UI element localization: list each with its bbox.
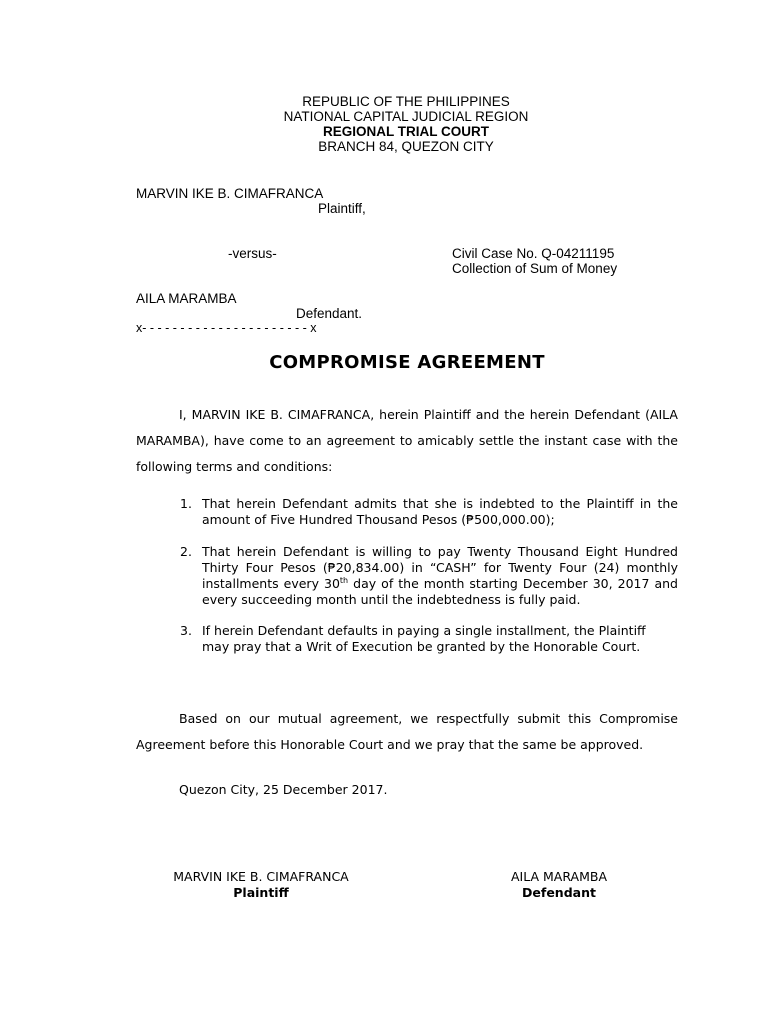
terms-list	[180, 496, 678, 671]
plaintiff-label: Plaintiff,	[318, 201, 366, 216]
ordinal-suffix: th	[339, 575, 349, 585]
intro-paragraph: I, MARVIN IKE B. CIMAFRANCA, herein Plaintiff and the herein Defendant (AILA MARAMBA), have come to an agreement to amicably settle the instant case with the following terms and conditions:	[136, 407, 678, 474]
term-number: 2.	[180, 544, 192, 559]
document-title: COMPROMISE AGREEMENT	[269, 352, 545, 373]
case-type: Collection of Sum of Money	[452, 261, 618, 276]
court-header	[0, 94, 768, 154]
header-court: REGIONAL TRIAL COURT	[322, 124, 489, 139]
header-republic: REPUBLIC OF THE PHILIPPINES	[302, 94, 510, 109]
defendant-name: AILA MARAMBA	[136, 291, 237, 306]
term-text: That herein Defendant admits that she is indebted to the Plaintiff in the amount of Five Hundred Thousand Pesos (₱500,000.00);	[202, 496, 678, 527]
defendant-signature-role: Defendant	[522, 885, 596, 900]
term-number: 1.	[180, 496, 192, 511]
header-region: NATIONAL CAPITAL JUDICIAL REGION	[283, 109, 529, 124]
versus-label: -versus-	[228, 246, 277, 261]
closing-paragraph: Based on our mutual agreement, we respectfully submit this Compromise Agreement before this Honorable Court and we pray that the same be approved.	[136, 711, 678, 752]
place-and-date: Quezon City, 25 December 2017.	[179, 782, 388, 797]
term-item	[180, 623, 678, 655]
defendant-label: Defendant.	[296, 306, 363, 321]
term-number: 3.	[180, 623, 192, 638]
plaintiff-signature-role: Plaintiff	[233, 885, 289, 900]
defendant-signature-block	[496, 869, 622, 901]
term-text: That herein Defendant is willing to pay Twenty Thousand Eight Hundred Thirty Four Pesos (₱20,834.00) in “CASH” for Twenty Four (24) monthly installments every 30th day of the month starting December 30, 2017 and every succeeding month until the indebtedness is fully paid.	[202, 544, 678, 607]
term-item	[180, 496, 678, 528]
caption-separator: x- - - - - - - - - - - - - - - - - - - - - - x	[136, 321, 317, 335]
plaintiff-name: MARVIN IKE B. CIMAFRANCA	[136, 186, 324, 201]
defendant-signature-name: AILA MARAMBA	[511, 869, 607, 884]
term-text: If herein Defendant defaults in paying a single installment, the Plaintiff may pray that a Writ of Execution be granted by the Honorable Court.	[202, 623, 646, 654]
case-number: Civil Case No. Q-04211195	[452, 246, 615, 261]
header-branch: BRANCH 84, QUEZON CITY	[318, 139, 494, 154]
plaintiff-signature-block	[150, 869, 372, 901]
term-item	[180, 544, 678, 608]
plaintiff-signature-name: MARVIN IKE B. CIMAFRANCA	[173, 869, 349, 884]
